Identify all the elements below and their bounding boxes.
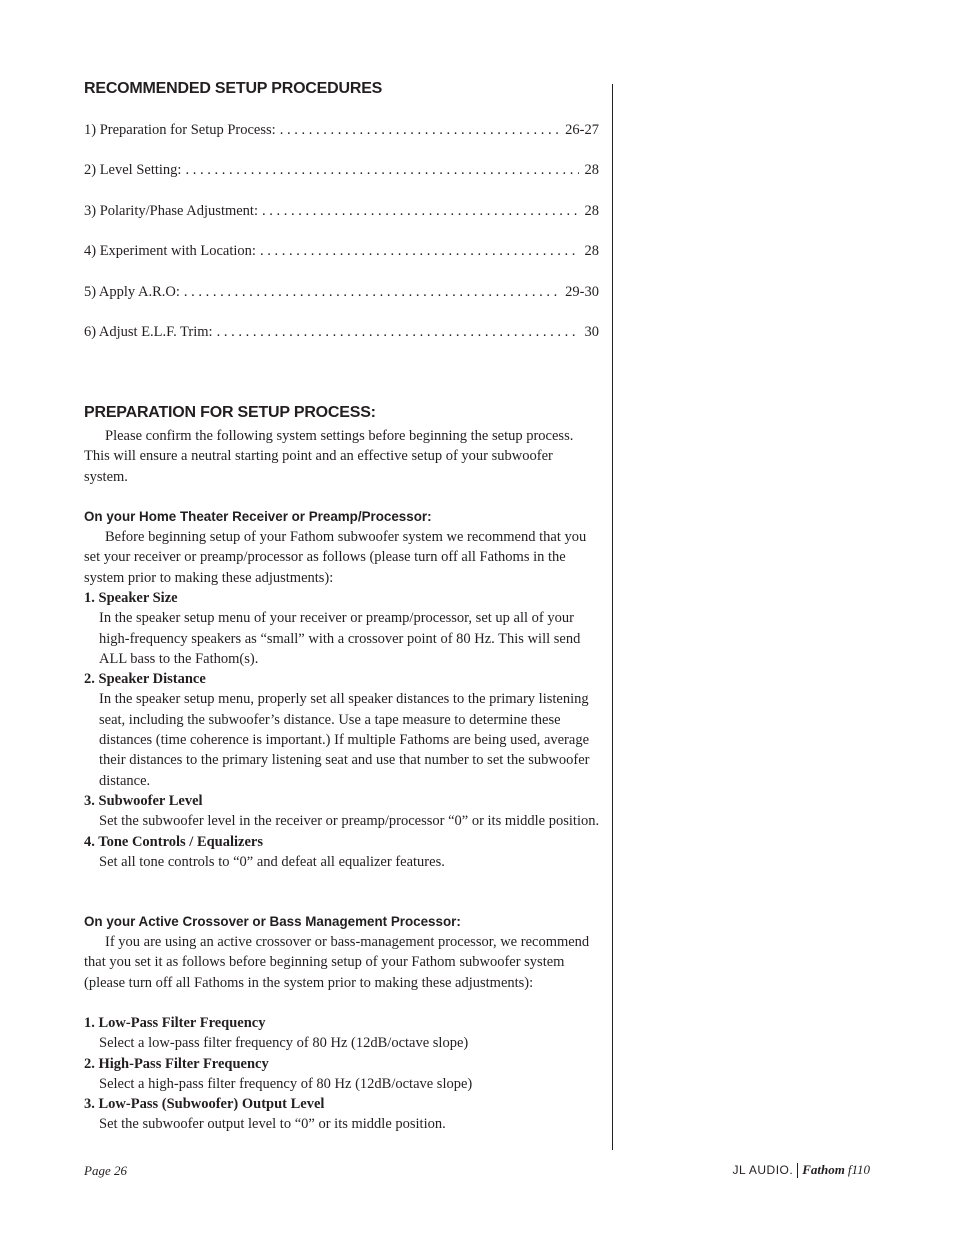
preparation-heading: PREPARATION FOR SETUP PROCESS: (84, 404, 376, 421)
list-item-body: Set the subwoofer output level to “0” or its middle position. (99, 1116, 446, 1133)
toc-leader (280, 122, 559, 139)
toc-page: 30 (584, 324, 599, 340)
list-item-title: 1. Low-Pass Filter Frequency (84, 1015, 266, 1031)
crossover-intro: If you are using an active crossover or bass-management processor, we recommend that you set it as follows before beginning setup of your Fathom subwoofer system (please turn off all Fathoms in the system prior to making these adjustments): (84, 934, 590, 991)
brand-logo: JL AUDIO. (732, 1163, 794, 1177)
list-item-title: 2. High-Pass Filter Frequency (84, 1055, 269, 1072)
product-model: f110 (847, 1162, 870, 1177)
crossover-subheading: On your Active Crossover or Bass Management Processor: (84, 914, 461, 929)
list-item-body: Set all tone controls to “0” and defeat all equalizer features. (99, 853, 445, 870)
toc-row (84, 122, 599, 142)
list-item-title: 2. Speaker Distance (84, 671, 206, 688)
receiver-settings-list (84, 588, 600, 872)
toc-page: 26-27 (565, 122, 599, 138)
toc-label: 1) Preparation for Setup Process: (84, 122, 276, 138)
column-divider (612, 84, 613, 1150)
crossover-settings-list (84, 1013, 600, 1135)
toc-page: 29-30 (565, 284, 599, 300)
toc-leader (260, 243, 579, 260)
list-item-body: Select a low-pass filter frequency of 80 Hz (12dB/octave slope) (99, 1035, 469, 1052)
list-item-title: 1. Speaker Size (84, 590, 178, 606)
preparation-intro: Please confirm the following system settings before beginning the setup process. This will ensure a neutral starting point and an effective setup of your subwoofer system. (84, 428, 574, 485)
toc-leader (184, 284, 559, 301)
list-item-body: Select a high-pass filter frequency of 80 Hz (12dB/octave slope) (99, 1075, 473, 1092)
receiver-intro: Before beginning setup of your Fathom subwoofer system we recommend that you set your receiver or preamp/processor as follows (please turn off all Fathoms in the system prior to making these adjustments): (84, 529, 587, 586)
toc-row (84, 324, 599, 344)
receiver-subheading: On your Home Theater Receiver or Preamp/Processor: (84, 509, 432, 524)
toc-row (84, 243, 599, 263)
list-item-title: 3. Low-Pass (Subwoofer) Output Level (84, 1096, 325, 1113)
list-item-title: 3. Subwoofer Level (84, 792, 203, 809)
toc-row (84, 203, 599, 223)
toc-row (84, 284, 599, 304)
toc-label: 3) Polarity/Phase Adjustment: (84, 203, 258, 219)
toc-label: 5) Apply A.R.O: (84, 284, 180, 300)
toc-page: 28 (584, 162, 599, 178)
footer-brand (732, 1162, 870, 1178)
list-item-title: 4. Tone Controls / Equalizers (84, 833, 263, 850)
list-item-body: In the speaker setup menu of your receiver or preamp/processor, set up all of your high-frequency speakers as “small” with a crossover point of 80 Hz. This will send ALL bass to the Fathom(s). (99, 610, 581, 667)
list-item-body: Set the subwoofer level in the receiver or preamp/processor “0” or its middle position. (99, 813, 600, 830)
toc-label: 2) Level Setting: (84, 162, 182, 178)
toc-label: 6) Adjust E.L.F. Trim: (84, 324, 213, 340)
list-item-body: In the speaker setup menu, properly set all speaker distances to the primary listening seat, including the subwoofer’s distance. Use a tape measure to determine these distances (time coherence is important.) If multiple Fathoms are being used, average their distances to the primary listening seat and use that number to set the subwoofer distance. (99, 691, 590, 789)
page-number: Page 26 (84, 1163, 127, 1178)
toc-row (84, 162, 599, 182)
footer-separator (797, 1163, 798, 1178)
toc-leader (217, 324, 579, 341)
recommended-setup-heading: RECOMMENDED SETUP PROCEDURES (84, 80, 383, 97)
toc-page: 28 (584, 203, 599, 219)
toc-page: 28 (584, 243, 599, 259)
toc-leader (262, 203, 579, 220)
toc-label: 4) Experiment with Location: (84, 243, 256, 259)
toc-leader (185, 162, 578, 179)
product-name: Fathom (802, 1162, 845, 1177)
